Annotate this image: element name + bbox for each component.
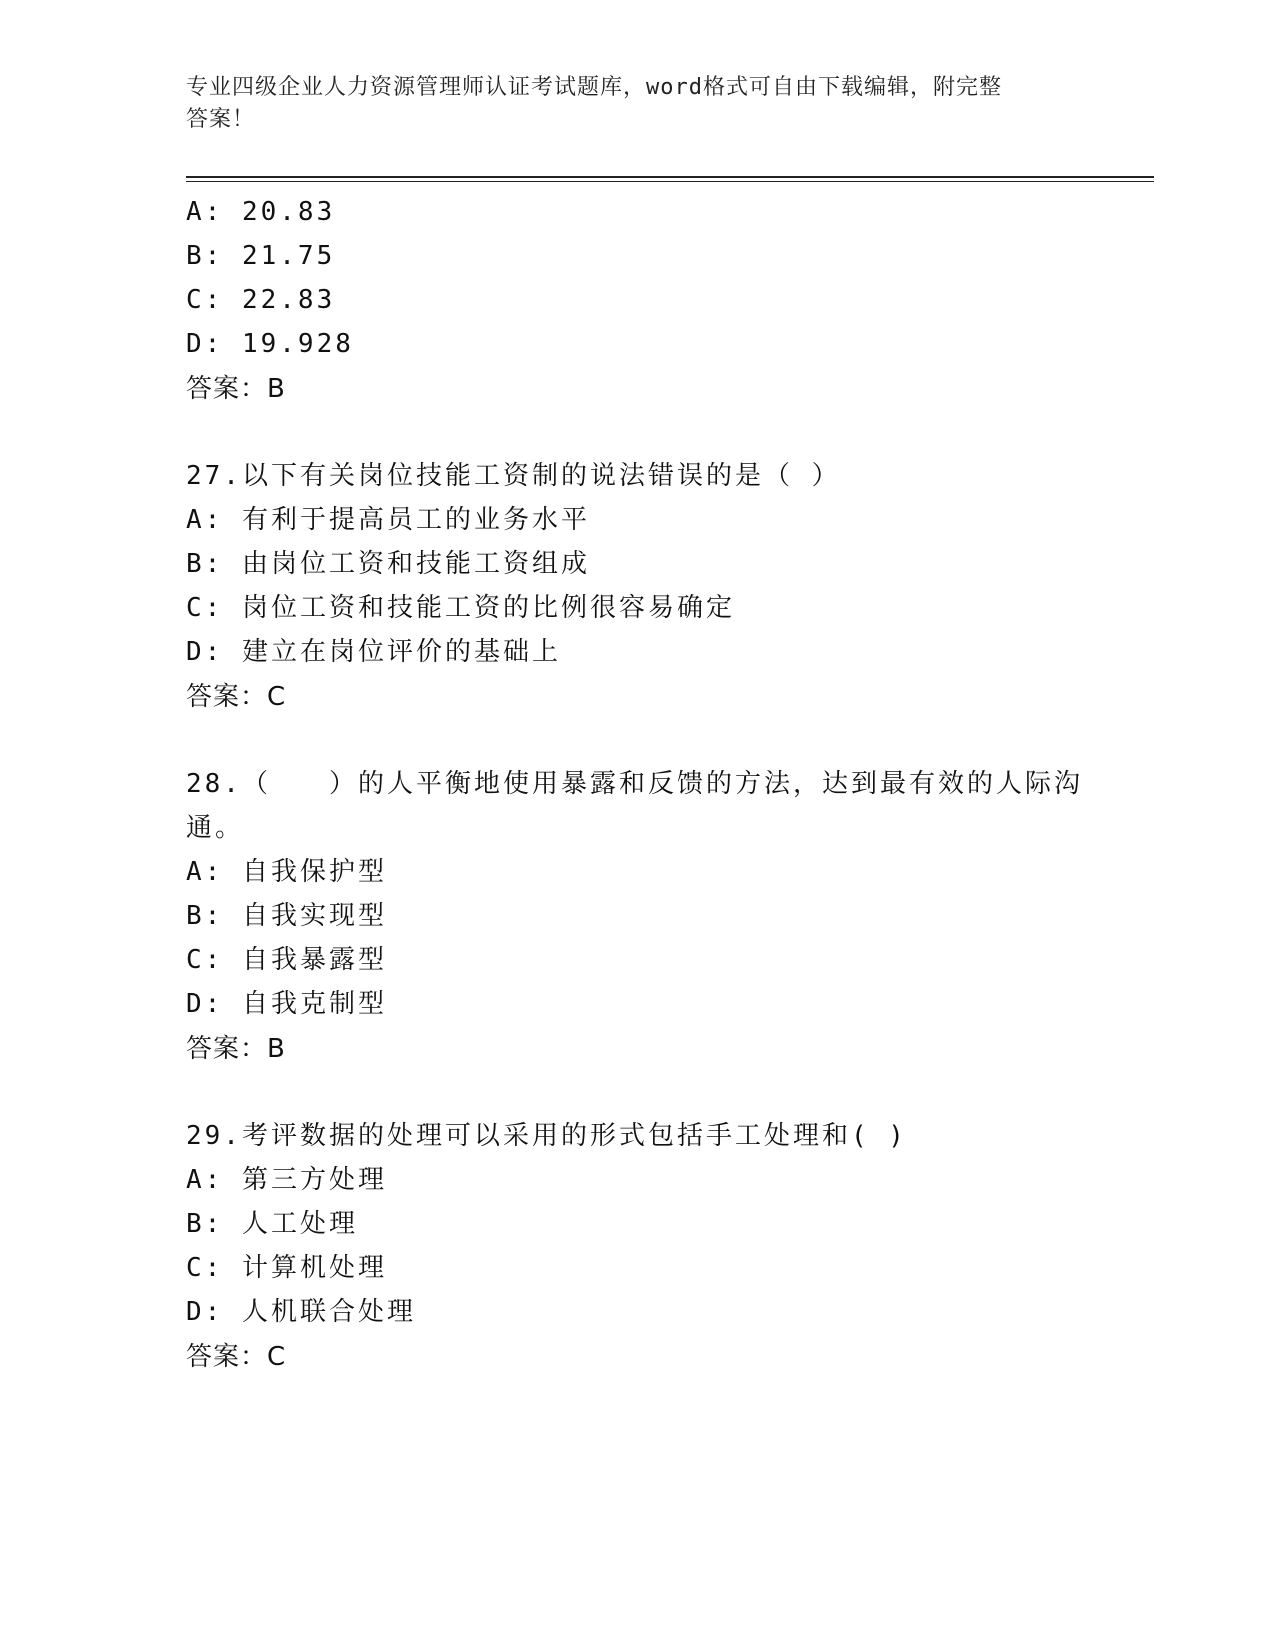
option-a: A: 第三方处理	[186, 1165, 387, 1195]
question-28-block	[186, 762, 1086, 1072]
answer-line: 答案：B	[186, 1034, 286, 1064]
question-text-line-1: 28.（ ）的人平衡地使用暴露和反馈的方法，达到最有效的人际沟	[186, 769, 1083, 799]
header-rule-thin	[186, 181, 1154, 182]
answer-line: 答案：B	[186, 374, 286, 404]
option-c: C: 自我暴露型	[186, 945, 387, 975]
option-b: B: 由岗位工资和技能工资组成	[186, 549, 590, 579]
answer-line: 答案：C	[186, 1342, 287, 1372]
option-d: D: 19.928	[186, 329, 354, 359]
header-line-1: 专业四级企业人力资源管理师认证考试题库，word格式可自由下载编辑，附完整	[186, 75, 1002, 100]
option-c: C: 岗位工资和技能工资的比例很容易确定	[186, 593, 735, 623]
option-a: A: 20.83	[186, 197, 336, 227]
question-text-line-2: 通。	[186, 813, 245, 843]
question-text: 29.考评数据的处理可以采用的形式包括手工处理和( )	[186, 1121, 907, 1151]
option-a: A: 自我保护型	[186, 857, 387, 887]
question-list	[186, 190, 1086, 1380]
option-c: C: 22.83	[186, 285, 336, 315]
option-d: D: 自我克制型	[186, 989, 387, 1019]
option-a: A: 有利于提高员工的业务水平	[186, 505, 590, 535]
question-29-block	[186, 1114, 1086, 1380]
option-b: B: 21.75	[186, 241, 336, 271]
option-b: B: 自我实现型	[186, 901, 387, 931]
option-d: D: 建立在岗位评价的基础上	[186, 637, 561, 667]
header-rule-thick	[186, 176, 1154, 178]
document-header	[186, 72, 1086, 136]
question-text: 27.以下有关岗位技能工资制的说法错误的是（ ）	[186, 461, 841, 491]
option-d: D: 人机联合处理	[186, 1297, 416, 1327]
header-line-2: 答案！	[186, 107, 256, 132]
question-26-block	[186, 190, 1086, 412]
option-b: B: 人工处理	[186, 1209, 358, 1239]
question-27-block	[186, 454, 1086, 720]
answer-line: 答案：C	[186, 682, 287, 712]
option-c: C: 计算机处理	[186, 1253, 387, 1283]
